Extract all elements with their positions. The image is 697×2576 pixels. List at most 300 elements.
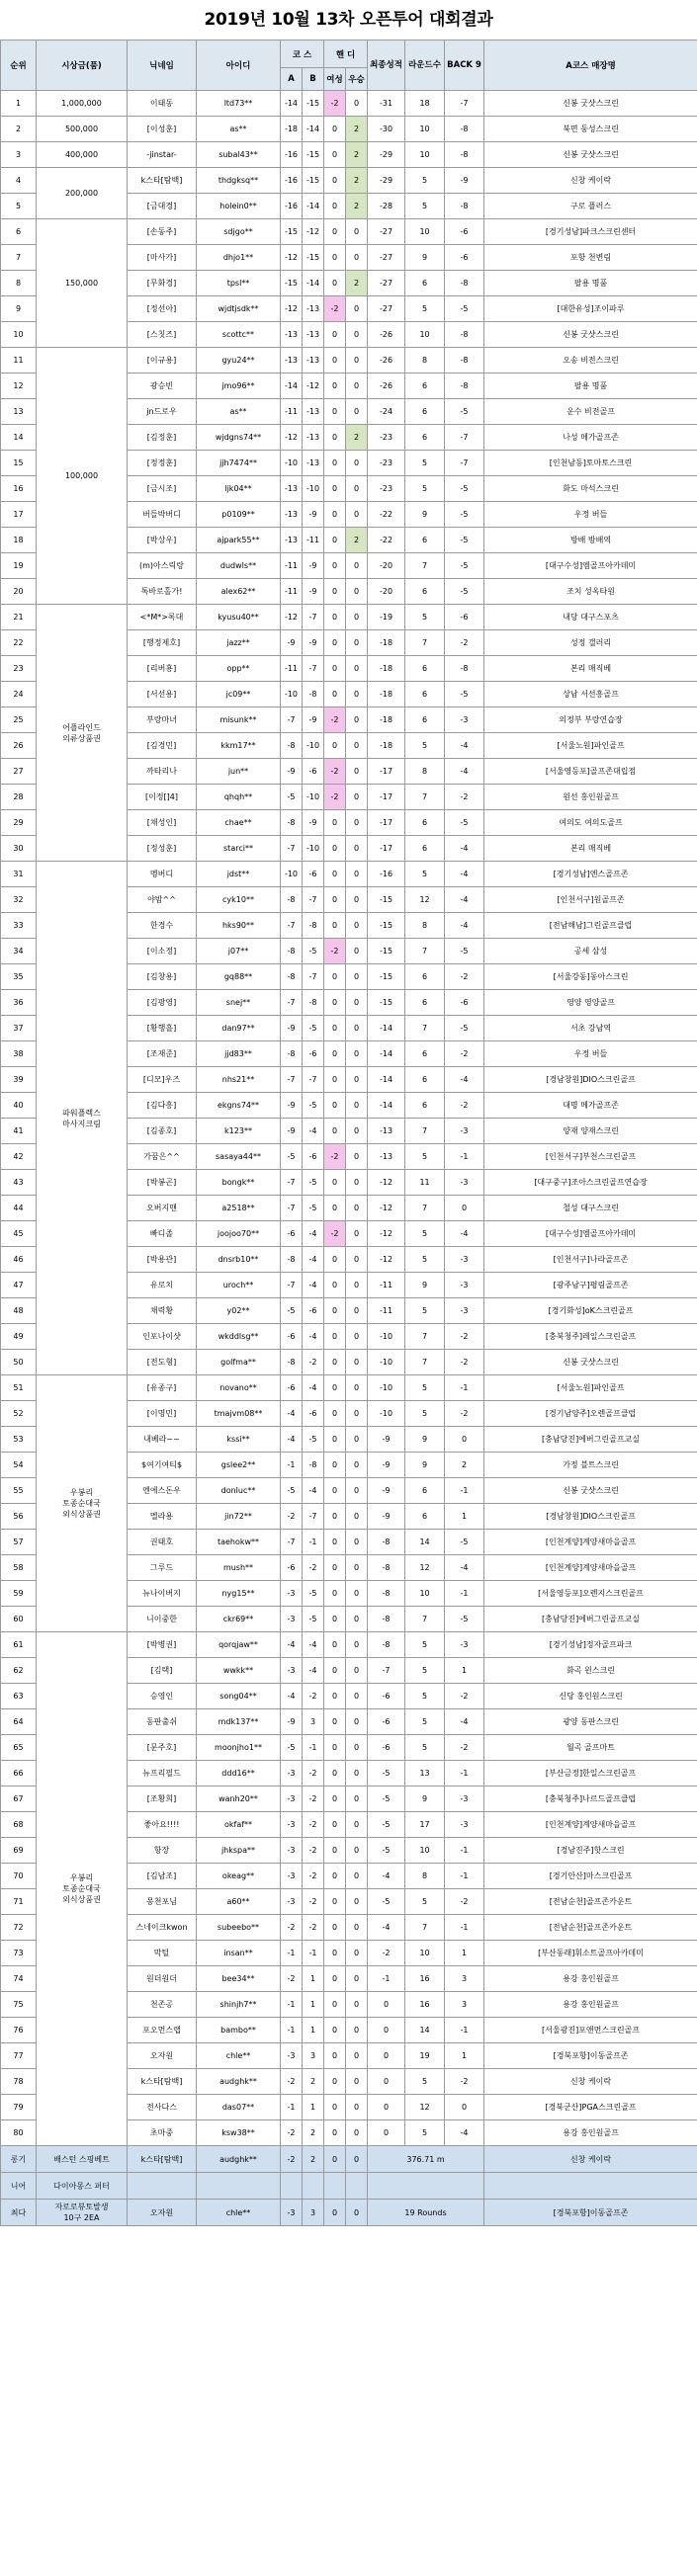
cell-rounds: 7 <box>405 1350 445 1375</box>
cell-id: jmo96** <box>197 374 281 399</box>
cell-handi-female: 0 <box>324 1247 346 1273</box>
cell-rounds: 10 <box>405 219 445 245</box>
cell-back9: 0 <box>445 1196 484 1221</box>
footer-store <box>484 2173 697 2200</box>
cell-back9: -4 <box>445 733 484 759</box>
cell-final: -2 <box>368 1941 405 1966</box>
cell-course-a: -16 <box>281 168 303 194</box>
cell-course-a: -2 <box>281 1504 303 1530</box>
results-table <box>0 40 697 2226</box>
cell-rank: 35 <box>1 964 37 990</box>
footer-handi-female: 0 <box>324 2200 346 2226</box>
cell-final: -15 <box>368 887 405 913</box>
cell-handi-win: 0 <box>346 579 368 605</box>
cell-final: 0 <box>368 2043 405 2069</box>
cell-course-a: -12 <box>281 296 303 322</box>
cell-final: -6 <box>368 1735 405 1761</box>
cell-id: wwkk** <box>197 1658 281 1684</box>
cell-nick: [조재준] <box>128 1041 197 1067</box>
cell-handi-female: 0 <box>324 1119 346 1144</box>
cell-rank: 3 <box>1 142 37 168</box>
cell-back9: -3 <box>445 1273 484 1298</box>
cell-handi-win: 0 <box>346 707 368 733</box>
cell-rank: 43 <box>1 1170 37 1196</box>
cell-course-b: -12 <box>303 219 324 245</box>
cell-prize: 500,000 <box>37 117 128 142</box>
footer-course-b: 3 <box>303 2200 324 2226</box>
cell-rank: 80 <box>1 2120 37 2146</box>
cell-course-a: -3 <box>281 1838 303 1864</box>
cell-final: -9 <box>368 1478 405 1504</box>
cell-nick: 뉴프리필드 <box>128 1761 197 1787</box>
cell-course-a: -13 <box>281 502 303 528</box>
cell-course-b: -6 <box>303 1401 324 1427</box>
cell-nick: [정성훈] <box>128 836 197 862</box>
cell-course-a: -3 <box>281 2043 303 2069</box>
cell-nick: [금시조] <box>128 476 197 502</box>
cell-rank: 62 <box>1 1658 37 1684</box>
cell-back9: -4 <box>445 836 484 862</box>
cell-store: 나성 메가골프존 <box>484 425 697 451</box>
cell-course-a: -7 <box>281 1196 303 1221</box>
footer-course-a: -2 <box>281 2146 303 2173</box>
cell-handi-female: 0 <box>324 1581 346 1607</box>
cell-store: 용강 홍인원골프 <box>484 2120 697 2146</box>
cell-rank: 2 <box>1 117 37 142</box>
cell-handi-female: 0 <box>324 887 346 913</box>
cell-store: 구로 플러스 <box>484 194 697 219</box>
cell-handi-female: 0 <box>324 1787 346 1812</box>
table-row <box>1 348 697 374</box>
cell-id: ajpark55** <box>197 528 281 553</box>
cell-rounds: 7 <box>405 630 445 656</box>
footer-store: [경북포항]이동골프존 <box>484 2200 697 2226</box>
cell-back9: -8 <box>445 656 484 682</box>
table-row <box>1 219 697 245</box>
cell-nick: 니이중한 <box>128 1607 197 1632</box>
cell-handi-female: 0 <box>324 399 346 425</box>
cell-rank: 58 <box>1 1555 37 1581</box>
cell-handi-win: 0 <box>346 1838 368 1864</box>
cell-id: a2518** <box>197 1196 281 1221</box>
cell-course-a: -2 <box>281 2069 303 2095</box>
cell-id: golfma** <box>197 1350 281 1375</box>
cell-course-a: -7 <box>281 707 303 733</box>
cell-id: donluc** <box>197 1478 281 1504</box>
cell-final: -23 <box>368 425 405 451</box>
cell-back9: 1 <box>445 2043 484 2069</box>
footer-prize: 자로로뷰토발생 10구 2EA <box>37 2200 128 2226</box>
cell-rounds: 5 <box>405 1658 445 1684</box>
cell-id: joojoo70** <box>197 1221 281 1247</box>
cell-final: -14 <box>368 1067 405 1093</box>
cell-course-a: -8 <box>281 939 303 964</box>
cell-handi-win: 2 <box>346 271 368 296</box>
cell-id: misunk** <box>197 707 281 733</box>
cell-rounds: 7 <box>405 1915 445 1941</box>
cell-rounds: 7 <box>405 553 445 579</box>
cell-course-b: -7 <box>303 964 324 990</box>
cell-back9: -4 <box>445 1555 484 1581</box>
cell-handi-win: 0 <box>346 1966 368 1992</box>
cell-store: 포항 천변림 <box>484 245 697 271</box>
cell-handi-win: 0 <box>346 374 368 399</box>
cell-handi-female: -2 <box>324 91 346 117</box>
footer-label: 최다 <box>1 2200 37 2226</box>
cell-rounds: 8 <box>405 348 445 374</box>
cell-nick: 막털 <box>128 1941 197 1966</box>
cell-id: bee34** <box>197 1966 281 1992</box>
cell-rounds: 7 <box>405 785 445 810</box>
cell-course-a: -7 <box>281 990 303 1016</box>
cell-store: [인천서구]나라골프존 <box>484 1247 697 1273</box>
cell-rounds: 13 <box>405 1761 445 1787</box>
cell-handi-female: 0 <box>324 733 346 759</box>
cell-nick: 뉴나이버지 <box>128 1581 197 1607</box>
cell-rank: 30 <box>1 836 37 862</box>
cell-course-b: -1 <box>303 1530 324 1555</box>
cell-store: [충북청주]나르드골프클럽 <box>484 1787 697 1812</box>
cell-rank: 36 <box>1 990 37 1016</box>
cell-rounds: 5 <box>405 1221 445 1247</box>
cell-handi-female: 0 <box>324 2120 346 2146</box>
cell-back9: -8 <box>445 142 484 168</box>
footer-label: 롱기 <box>1 2146 37 2173</box>
cell-store: [전남해남]그린골프클럽 <box>484 913 697 939</box>
cell-course-b: -7 <box>303 605 324 630</box>
cell-id: shinjh7** <box>197 1992 281 2018</box>
cell-final: 0 <box>368 2120 405 2146</box>
cell-course-b: -13 <box>303 348 324 374</box>
cell-course-a: -1 <box>281 2018 303 2043</box>
cell-nick: 동판출쉬 <box>128 1709 197 1735</box>
cell-course-b: -1 <box>303 1735 324 1761</box>
cell-final: -5 <box>368 1889 405 1915</box>
cell-rounds: 8 <box>405 913 445 939</box>
cell-rounds: 10 <box>405 142 445 168</box>
cell-id: k123** <box>197 1119 281 1144</box>
cell-handi-win: 0 <box>346 1119 368 1144</box>
cell-store: [인천서구]원골프존 <box>484 887 697 913</box>
cell-handi-female: 0 <box>324 194 346 219</box>
cell-course-b: -7 <box>303 887 324 913</box>
cell-rank: 73 <box>1 1941 37 1966</box>
cell-prize: 파워플렉스 마사지크림 <box>37 862 128 1375</box>
header-prize: 시상금(품) <box>37 41 128 91</box>
cell-store: 내당 대구스포츠 <box>484 605 697 630</box>
cell-back9: -4 <box>445 862 484 887</box>
cell-course-b: -7 <box>303 656 324 682</box>
cell-id: subal43** <box>197 142 281 168</box>
cell-nick: (m)아스릭랑 <box>128 553 197 579</box>
cell-rank: 46 <box>1 1247 37 1273</box>
footer-course-a: -3 <box>281 2200 303 2226</box>
cell-id: jjh7474** <box>197 451 281 476</box>
cell-course-a: -9 <box>281 1119 303 1144</box>
cell-rounds: 5 <box>405 1735 445 1761</box>
cell-final: -26 <box>368 322 405 348</box>
cell-course-a: -1 <box>281 2095 303 2120</box>
cell-course-b: -10 <box>303 836 324 862</box>
cell-final: -27 <box>368 296 405 322</box>
cell-nick: -jinstar- <box>128 142 197 168</box>
cell-handi-win: 0 <box>346 1709 368 1735</box>
cell-rounds: 6 <box>405 707 445 733</box>
cell-rounds: 5 <box>405 168 445 194</box>
cell-course-a: -7 <box>281 1170 303 1196</box>
cell-final: -14 <box>368 1016 405 1041</box>
cell-id: jazz** <box>197 630 281 656</box>
cell-final: -24 <box>368 399 405 425</box>
cell-store: [충북청주]레일스크린골프 <box>484 1324 697 1350</box>
cell-nick: jn드로우 <box>128 399 197 425</box>
cell-handi-female: 0 <box>324 1273 346 1298</box>
cell-rounds: 5 <box>405 1247 445 1273</box>
cell-nick: k스타[탐백] <box>128 2069 197 2095</box>
cell-handi-win: 0 <box>346 1093 368 1119</box>
cell-rounds: 6 <box>405 990 445 1016</box>
cell-final: -23 <box>368 476 405 502</box>
cell-store: [경기성남]엔스골프존 <box>484 862 697 887</box>
cell-store: 상남 서선흥골프 <box>484 682 697 707</box>
cell-rank: 48 <box>1 1298 37 1324</box>
cell-id: qorqjaw** <box>197 1632 281 1658</box>
cell-back9: 1 <box>445 1658 484 1684</box>
cell-handi-female: 0 <box>324 476 346 502</box>
cell-store: [서울영등포]오렌지스크린골프 <box>484 1581 697 1607</box>
cell-nick: [서선용] <box>128 682 197 707</box>
cell-store: 용강 홍인원골프 <box>484 1992 697 2018</box>
cell-final: -5 <box>368 1812 405 1838</box>
cell-rounds: 7 <box>405 1016 445 1041</box>
cell-back9: -3 <box>445 1632 484 1658</box>
cell-rank: 20 <box>1 579 37 605</box>
cell-back9: -5 <box>445 579 484 605</box>
cell-course-b: -13 <box>303 322 324 348</box>
footer-handi-win: 0 <box>346 2200 368 2226</box>
cell-nick: [황행흘] <box>128 1016 197 1041</box>
cell-handi-win: 0 <box>346 219 368 245</box>
cell-rank: 34 <box>1 939 37 964</box>
cell-nick: [김경민] <box>128 733 197 759</box>
cell-rounds: 6 <box>405 528 445 553</box>
cell-store: [서울강동]동아스크린 <box>484 964 697 990</box>
cell-rank: 29 <box>1 810 37 836</box>
cell-id: ljk04** <box>197 476 281 502</box>
cell-handi-win: 0 <box>346 1016 368 1041</box>
cell-handi-female: 0 <box>324 2069 346 2095</box>
cell-store: 신봉 굿샷스크린 <box>484 1478 697 1504</box>
cell-id: okfaf** <box>197 1812 281 1838</box>
cell-nick: [박상우] <box>128 528 197 553</box>
cell-final: -23 <box>368 451 405 476</box>
cell-nick: [무화경] <box>128 271 197 296</box>
cell-id: novano** <box>197 1375 281 1401</box>
cell-handi-female: 0 <box>324 142 346 168</box>
cell-handi-female: 0 <box>324 1324 346 1350</box>
cell-handi-female: 0 <box>324 990 346 1016</box>
cell-final: -9 <box>368 1504 405 1530</box>
cell-store: 본리 매직베 <box>484 836 697 862</box>
cell-handi-female: 0 <box>324 1709 346 1735</box>
cell-course-b: -14 <box>303 117 324 142</box>
cell-handi-win: 0 <box>346 502 368 528</box>
cell-course-b: -8 <box>303 1453 324 1478</box>
cell-nick: [조황희] <box>128 1787 197 1812</box>
cell-final: -29 <box>368 142 405 168</box>
cell-id: tmajvm08** <box>197 1401 281 1427</box>
cell-back9: -8 <box>445 271 484 296</box>
cell-back9: -4 <box>445 2120 484 2146</box>
cell-nick: 포오먼스랩 <box>128 2018 197 2043</box>
cell-rank: 25 <box>1 707 37 733</box>
cell-nick: [손동주] <box>128 219 197 245</box>
cell-nick: 멜라용 <box>128 1504 197 1530</box>
cell-course-b: -14 <box>303 194 324 219</box>
cell-store: [서울광진]포앤먼스크린골프 <box>484 2018 697 2043</box>
cell-course-a: -10 <box>281 451 303 476</box>
cell-course-b: -15 <box>303 91 324 117</box>
cell-course-b: -5 <box>303 1427 324 1453</box>
cell-handi-female: 0 <box>324 2043 346 2069</box>
cell-final: -22 <box>368 528 405 553</box>
cell-nick: 오자원 <box>128 2043 197 2069</box>
cell-course-a: -2 <box>281 1966 303 1992</box>
cell-final: -10 <box>368 1375 405 1401</box>
cell-rank: 13 <box>1 399 37 425</box>
cell-final: -11 <box>368 1298 405 1324</box>
cell-back9: -5 <box>445 939 484 964</box>
cell-store: [광주남구]평림골프존 <box>484 1273 697 1298</box>
cell-store: [인천서구]부천스크린골프 <box>484 1144 697 1170</box>
cell-course-a: -11 <box>281 656 303 682</box>
cell-handi-win: 0 <box>346 1812 368 1838</box>
cell-course-b: 1 <box>303 2018 324 2043</box>
cell-final: -10 <box>368 1401 405 1427</box>
cell-store: [경남창원]DIO스크린골프 <box>484 1067 697 1093</box>
cell-rank: 44 <box>1 1196 37 1221</box>
cell-id: jhkspa** <box>197 1838 281 1864</box>
cell-rank: 66 <box>1 1761 37 1787</box>
cell-back9: -1 <box>445 1144 484 1170</box>
cell-back9: -9 <box>445 168 484 194</box>
cell-course-b: -6 <box>303 1144 324 1170</box>
cell-back9: -4 <box>445 1067 484 1093</box>
cell-nick: k스타[탐백] <box>128 168 197 194</box>
cell-store: [전남순천]골프존카운트 <box>484 1889 697 1915</box>
cell-course-a: -3 <box>281 1581 303 1607</box>
cell-back9: -3 <box>445 1812 484 1838</box>
cell-back9: -2 <box>445 1093 484 1119</box>
cell-back9: -3 <box>445 1787 484 1812</box>
cell-handi-win: 0 <box>346 1530 368 1555</box>
cell-final: -20 <box>368 553 405 579</box>
header-round: 라운드수 <box>405 41 445 91</box>
cell-back9: -8 <box>445 117 484 142</box>
cell-store: [서울노원]파인골프 <box>484 733 697 759</box>
cell-rounds: 16 <box>405 1992 445 2018</box>
cell-handi-win: 0 <box>346 1504 368 1530</box>
cell-nick: [전도형] <box>128 1350 197 1375</box>
cell-course-b: -5 <box>303 1016 324 1041</box>
cell-course-b: -4 <box>303 1478 324 1504</box>
cell-rank: 54 <box>1 1453 37 1478</box>
cell-id: subeebo** <box>197 1915 281 1941</box>
cell-store: [서울영등포]골프존대립점 <box>484 759 697 785</box>
cell-nick: [이정[]4] <box>128 785 197 810</box>
cell-rounds: 5 <box>405 605 445 630</box>
cell-handi-win: 0 <box>346 1453 368 1478</box>
cell-final: -10 <box>368 1324 405 1350</box>
cell-handi-win: 0 <box>346 2095 368 2120</box>
cell-handi-win: 0 <box>346 1375 368 1401</box>
cell-final: -8 <box>368 1632 405 1658</box>
cell-id: kkm17** <box>197 733 281 759</box>
cell-store: 팔용 명품 <box>484 374 697 399</box>
cell-handi-win: 0 <box>346 1067 368 1093</box>
cell-handi-win: 0 <box>346 1170 368 1196</box>
cell-final: -26 <box>368 374 405 399</box>
cell-handi-win: 0 <box>346 836 368 862</box>
cell-id: wkddlsg** <box>197 1324 281 1350</box>
cell-handi-female: 0 <box>324 1530 346 1555</box>
cell-course-a: -6 <box>281 1375 303 1401</box>
cell-nick: 인포나이샷 <box>128 1324 197 1350</box>
cell-rank: 50 <box>1 1350 37 1375</box>
cell-nick: 그루드 <box>128 1555 197 1581</box>
cell-course-a: -13 <box>281 476 303 502</box>
cell-id: dhjo1** <box>197 245 281 271</box>
cell-back9: -1 <box>445 1838 484 1864</box>
cell-course-b: -10 <box>303 733 324 759</box>
cell-course-b: -8 <box>303 990 324 1016</box>
cell-course-a: -14 <box>281 374 303 399</box>
cell-final: -20 <box>368 579 405 605</box>
header-nick: 닉네임 <box>128 41 197 91</box>
cell-nick: 내베라~~ <box>128 1427 197 1453</box>
cell-store: [전남순천]골프존카운트 <box>484 1915 697 1941</box>
cell-back9: 2 <box>445 1453 484 1478</box>
cell-handi-female: 0 <box>324 1632 346 1658</box>
cell-course-b: -6 <box>303 862 324 887</box>
cell-id: insan** <box>197 1941 281 1966</box>
cell-rounds: 9 <box>405 1273 445 1298</box>
cell-nick: [김택] <box>128 1658 197 1684</box>
cell-id: wjdgns74** <box>197 425 281 451</box>
cell-id: a60** <box>197 1889 281 1915</box>
cell-rounds: 6 <box>405 579 445 605</box>
cell-rank: 39 <box>1 1067 37 1093</box>
footer-course-b <box>303 2173 324 2200</box>
footer-course-a <box>281 2173 303 2200</box>
cell-handi-win: 0 <box>346 1889 368 1915</box>
page-title: 2019년 10월 13차 오픈투어 대회결과 <box>204 10 493 30</box>
cell-id: gslee2** <box>197 1453 281 1478</box>
cell-store: 광양 동판스크린 <box>484 1709 697 1735</box>
cell-handi-female: 0 <box>324 1453 346 1478</box>
cell-nick: [김정훈] <box>128 425 197 451</box>
cell-handi-female: 0 <box>324 168 346 194</box>
cell-course-a: -10 <box>281 682 303 707</box>
cell-rounds: 12 <box>405 2095 445 2120</box>
cell-rank: 41 <box>1 1119 37 1144</box>
cell-back9: -5 <box>445 399 484 425</box>
cell-rounds: 5 <box>405 1144 445 1170</box>
cell-back9: -5 <box>445 553 484 579</box>
cell-course-b: -5 <box>303 1170 324 1196</box>
cell-course-b: -7 <box>303 1067 324 1093</box>
cell-rounds: 10 <box>405 1941 445 1966</box>
